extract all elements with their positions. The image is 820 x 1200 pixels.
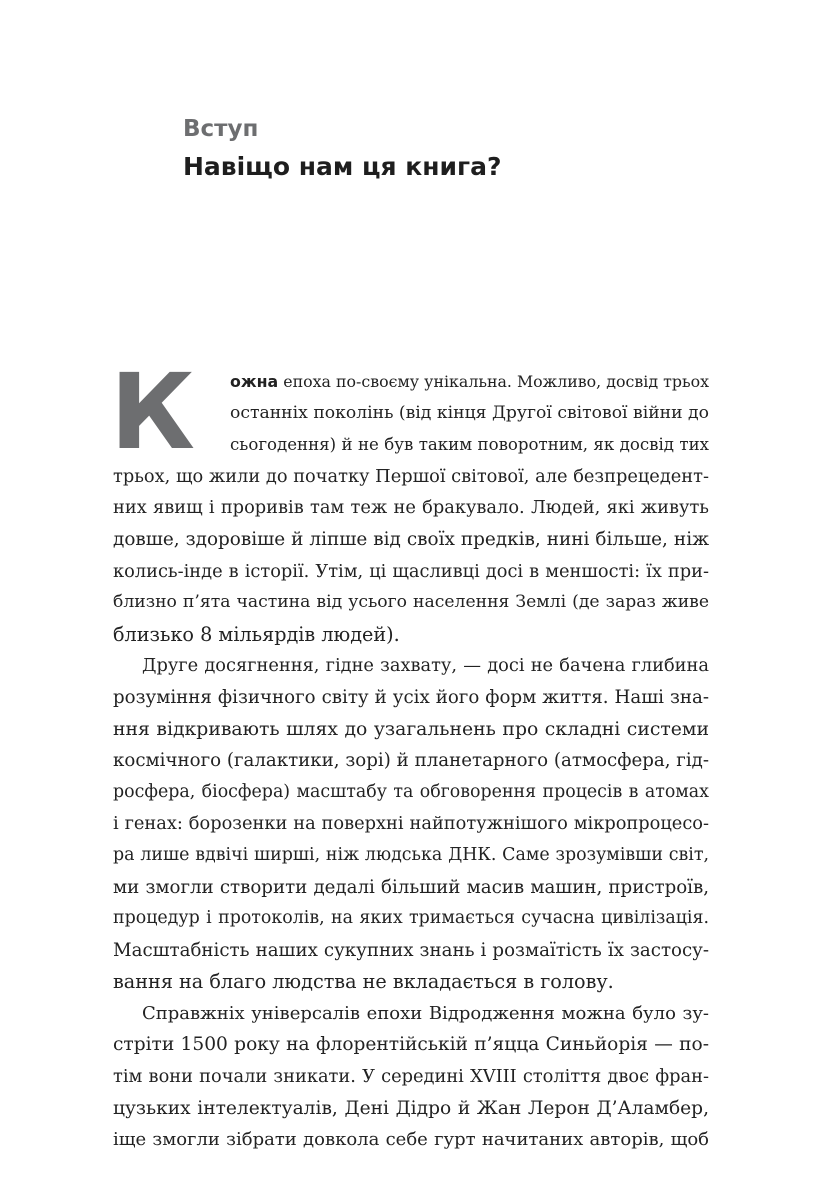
text-line: росфера, біосфера) масштабу та обговорення процесів в атомах — [113, 781, 709, 802]
text-line: довше, здоровіше й ліпше від своїх предків, нині більше, ніж — [113, 528, 709, 550]
text-line: іще змогли зібрати довкола себе гурт начитаних авторів, щоб — [113, 1129, 709, 1151]
chapter-label: Вступ — [183, 116, 259, 142]
drop-cap: К — [110, 351, 196, 473]
text-line: ожна епоха по-своєму унікальна. Можливо, досвід трьох — [230, 372, 709, 391]
text-line: цузьких інтелектуалів, Дені Дідро й Жан Лерон Д’Аламбер, — [113, 1097, 709, 1119]
text-line: Справжніх універсалів епохи Відродження можна було зу- — [142, 1002, 709, 1024]
text-line: Масштабність наших сукупних знань і розмаїтість їх застосу- — [113, 939, 709, 961]
text-line: космічного (галактики, зорі) й планетарного (атмосфера, гід- — [113, 750, 709, 772]
text-line: тім вони почали зникати. У середині XVIII століття двоє фран- — [113, 1066, 709, 1088]
text-line: ра лише вдвічі ширші, ніж людська ДНК. Саме зрозумівши світ, — [113, 844, 709, 865]
text-line: трьох, що жили до початку Першої світової, але безпрецедент- — [113, 465, 709, 487]
text-line: вання на благо людства не вкладається в голову. — [113, 970, 614, 994]
text-line: Друге досягнення, гідне захвату, — досі не бачена глибина — [142, 655, 709, 677]
text-line: сьогодення) й не був таким поворотним, як досвід тих — [230, 435, 709, 455]
body-text — [110, 351, 709, 1156]
text-line: процедур і протоколів, на яких тримається сучасна цивілізація. — [113, 908, 709, 929]
chapter-title: Навіщо нам ця книга? — [183, 152, 502, 181]
lead-word: ожна — [230, 372, 279, 391]
text-line: ння відкривають шлях до узагальнень про складні системи — [113, 718, 709, 740]
text-line: розуміння фізичного світу й усіх його форм життя. Наші зна- — [113, 686, 709, 708]
text-line: колись-інде в історії. Утім, ці щасливці досі в меншості: їх при- — [113, 560, 709, 582]
text-line: близько 8 мільярдів людей). — [113, 622, 400, 646]
text-line: них явищ і проривів там теж не бракувало. Людей, які живуть — [113, 497, 709, 519]
text-line: близно п’ята частина від усього населення Землі (де зараз живе — [113, 592, 709, 613]
text-line: і генах: борозенки на поверхні найпотужнішого мікропроцесо- — [113, 813, 709, 835]
text-line: останніх поколінь (від кінця Другої світової війни до — [230, 402, 709, 423]
text-line: стріти 1500 року на флорентійській п’яцца Синьйорія — по- — [113, 1034, 709, 1056]
text-line: ми змогли створити дедалі більший масив машин, пристроїв, — [113, 876, 709, 898]
